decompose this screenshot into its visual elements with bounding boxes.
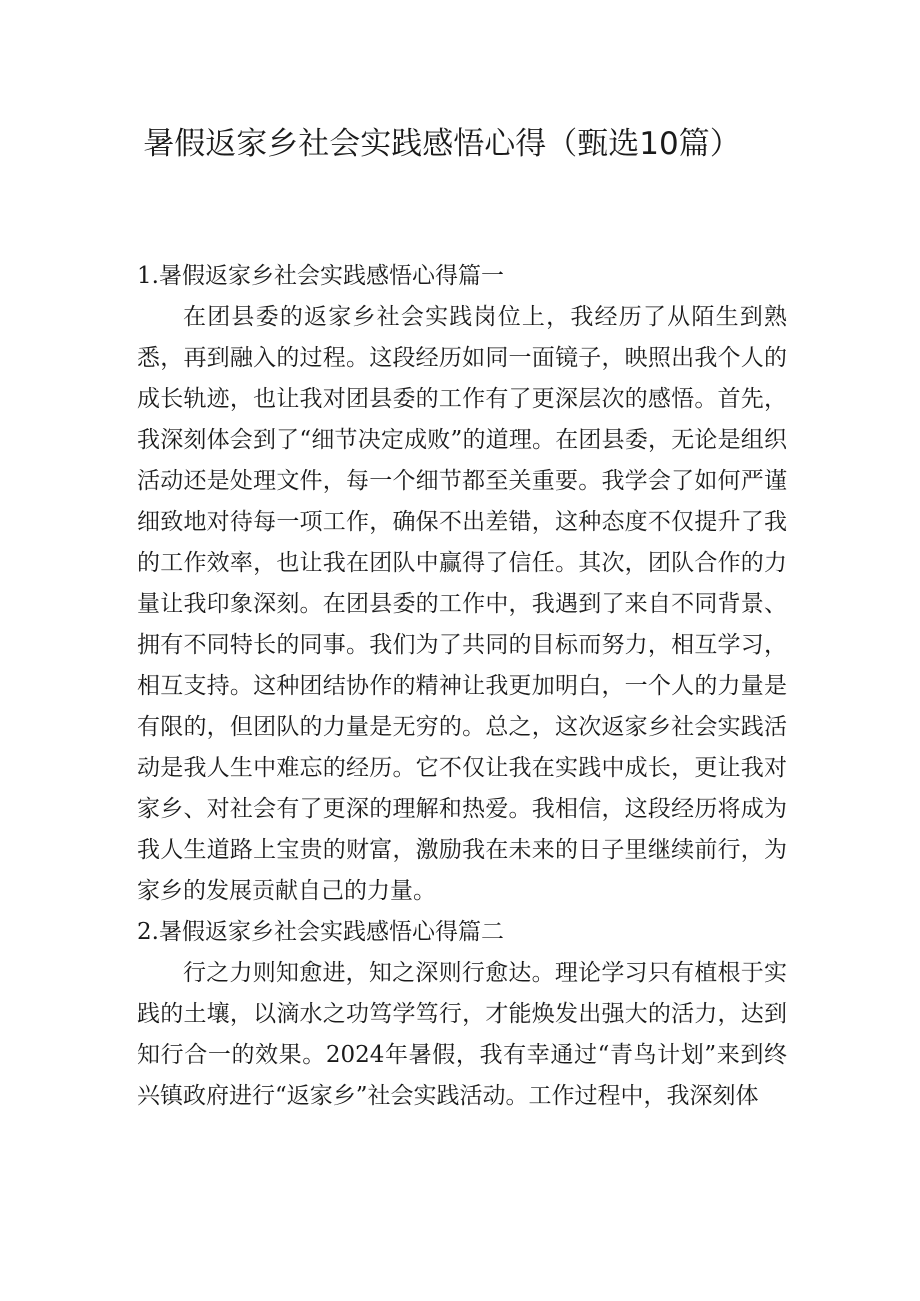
section-paragraph-2: 行之力则知愈进，知之深则行愈达。理论学习只有植根于实践的土壤，以滴水之功笃学笃行，才能焕发出强大的活力，达到知行合一的效果。2024年暑假，我有幸通过“青鸟计划”来到终兴镇政府进行“返家乡”社会实践活动。工作过程中，我深刻体: [137, 960, 787, 1109]
document-title: 暑假返家乡社会实践感悟心得（甄选10篇）: [143, 126, 741, 162]
section-heading-2: 2.暑假返家乡社会实践感悟心得篇二: [137, 919, 504, 945]
section-heading-1: 1.暑假返家乡社会实践感悟心得篇一: [137, 263, 504, 289]
section-paragraph-1: 在团县委的返家乡社会实践岗位上，我经历了从陌生到熟悉，再到融入的过程。这段经历如同一面镜子，映照出我个人的成长轨迹，也让我对团县委的工作有了更深层次的感悟。首先，我深刻体会到了“细节决定成败”的道理。在团县委，无论是组织活动还是处理文件，每一个细节都至关重要。我学会了如何严谨细致地对待每一项工作，确保不出差错，这种态度不仅提升了我的工作效率，也让我在团队中赢得了信任。其次，团队合作的力量让我印象深刻。在团县委的工作中，我遇到了来自不同背景、拥有不同特长的同事。我们为了共同的目标而努力，相互学习，相互支持。这种团结协作的精神让我更加明白，一个人的力量是有限的，但团队的力量是无穷的。总之，这次返家乡社会实践活动是我人生中难忘的经历。它不仅让我在实践中成长，更让我对家乡、对社会有了更深的理解和热爱。我相信，这段经历将成为我人生道路上宝贵的财富，激励我在未来的日子里继续前行，为家乡的发展贡献自己的力量。: [137, 304, 787, 904]
document-body: [137, 256, 787, 1117]
